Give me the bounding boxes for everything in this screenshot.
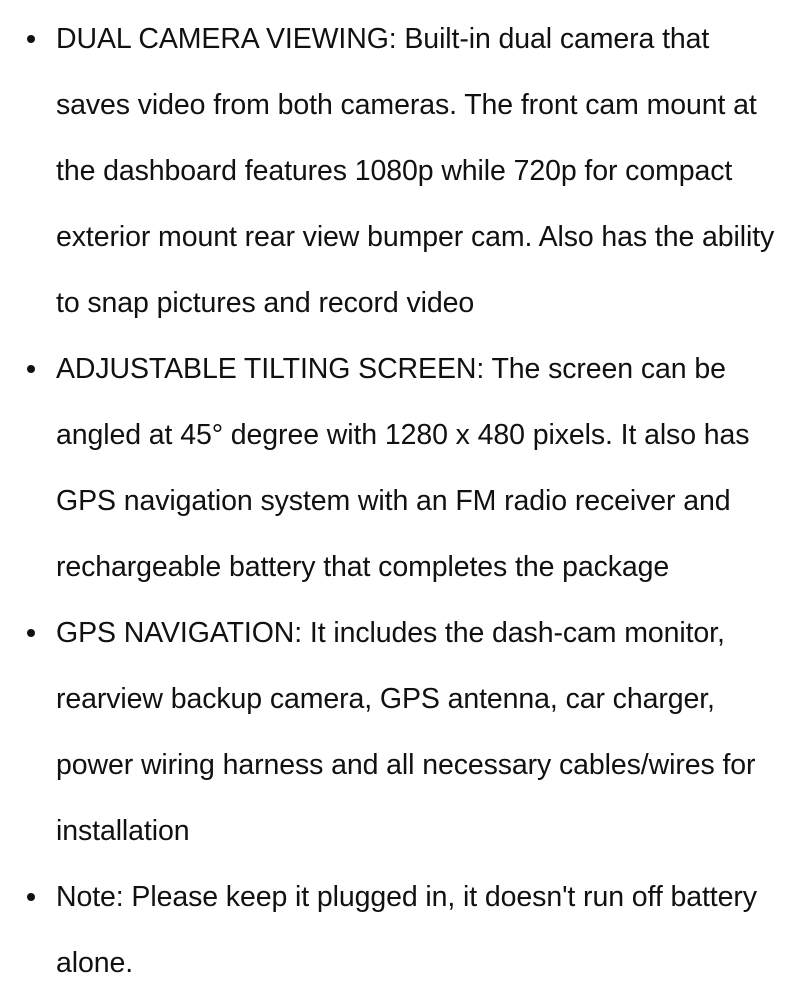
list-item-note: [0, 864, 803, 996]
bullet-dot-icon: [27, 35, 35, 43]
bullet-dot-icon: [27, 893, 35, 901]
feature-bullet-list: [0, 6, 803, 996]
feature-text: ADJUSTABLE TILTING SCREEN: The screen can be angled at 45° degree with 1280 x 480 pixels. It also has GPS navigation system with an FM radio receiver and rechargeable battery that completes the package: [56, 353, 750, 583]
bullet-dot-icon: [27, 629, 35, 637]
feature-text: Note: Please keep it plugged in, it doesn't run off battery alone.: [56, 881, 757, 979]
list-item-dual-camera-viewing: [0, 6, 803, 336]
bullet-dot-icon: [27, 365, 35, 373]
list-item-adjustable-tilting-screen: [0, 336, 803, 600]
list-item-gps-navigation: [0, 600, 803, 864]
feature-text: DUAL CAMERA VIEWING: Built-in dual camera that saves video from both cameras. The front cam mount at the dashboard features 1080p while 720p for compact exterior mount rear view bumper cam. Also has the ability to snap pictures and record video: [56, 23, 775, 319]
feature-text: GPS NAVIGATION: It includes the dash-cam monitor, rearview backup camera, GPS antenna, car charger, power wiring harness and all necessary cables/wires for installation: [56, 617, 756, 847]
